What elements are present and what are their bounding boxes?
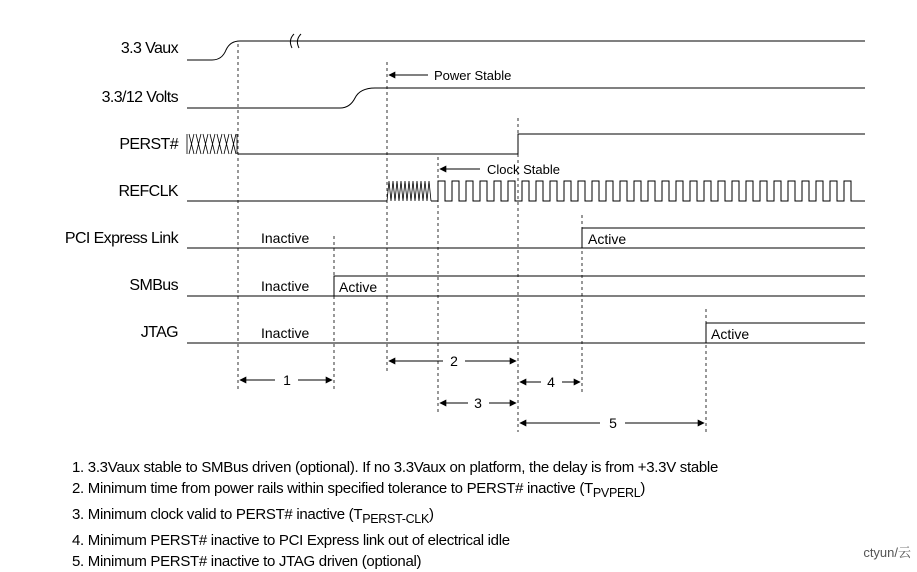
interval-1-label: 1 [283, 372, 291, 388]
clock-stable-label: Clock Stable [487, 162, 560, 177]
refclk-unstable [387, 181, 431, 201]
waveform-perst [238, 134, 865, 154]
note-3: 3. Minimum clock valid to PERST# inactive $(T_{PERST-CLK})$ [72, 506, 434, 526]
note-2: 2. Minimum time from power rails within specified tolerance to PERST# inactive $(T_{PVPERL})$ [72, 480, 646, 500]
perst-undefined-region [187, 134, 237, 154]
note-1: 1. 3.3Vaux stable to SMBus driven (optional). If no 3.3Vaux on platform, the delay is from +3.3V stable [72, 459, 718, 476]
refclk-stable-clock [431, 181, 865, 201]
signal-label-refclk: REFCLK [118, 183, 178, 200]
state-smbus-inactive: Inactive [261, 278, 310, 294]
note-4: 4. Minimum PERST# inactive to PCI Express link out of electrical idle [72, 532, 510, 549]
interval-3-label: 3 [474, 395, 482, 411]
interval-4-label: 4 [547, 374, 555, 390]
state-pcie-active: Active [588, 231, 627, 247]
state-jtag-inactive: Inactive [261, 325, 310, 341]
notes-list [72, 457, 718, 572]
watermark: ctyun/云 [863, 545, 911, 560]
signal-label-volts: 3.3/12 Volts [101, 89, 178, 106]
power-stable-label: Power Stable [434, 68, 512, 83]
signal-label-smbus: SMBus [129, 277, 178, 294]
interval-5-label: 5 [609, 415, 617, 431]
signal-label-vaux: 3.3 Vaux [120, 40, 178, 57]
interval-2-label: 2 [450, 353, 458, 369]
state-pcie-inactive: Inactive [261, 230, 310, 246]
note-5: 5. Minimum PERST# inactive to JTAG driven (optional) [72, 553, 422, 570]
signal-label-pcie: PCI Express Link [64, 230, 178, 247]
state-smbus-active: Active [339, 279, 378, 295]
state-jtag-active: Active [711, 326, 750, 342]
waveform-vaux [187, 41, 865, 60]
signal-label-perst: PERST# [119, 136, 178, 153]
signal-label-jtag: JTAG [140, 324, 178, 341]
waveform-volts [187, 88, 865, 108]
